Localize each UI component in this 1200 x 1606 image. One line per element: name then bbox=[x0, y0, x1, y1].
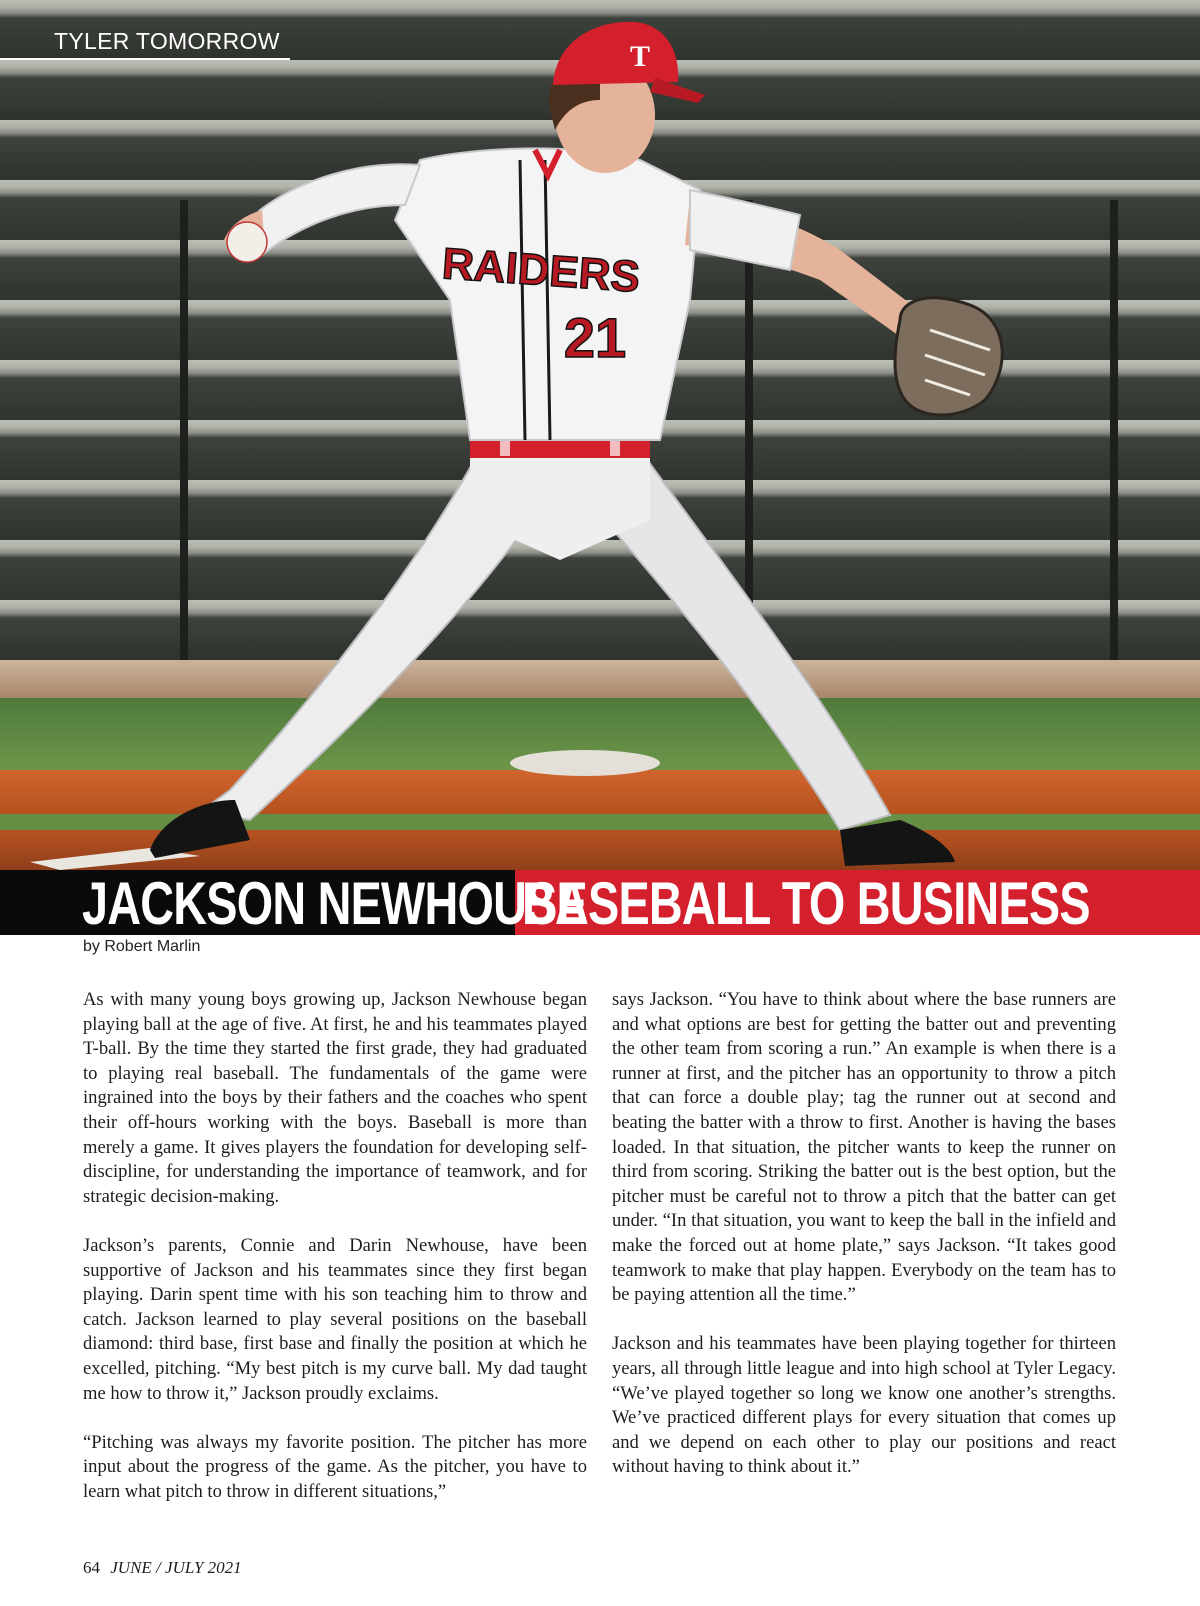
right-column bbox=[612, 988, 1116, 1504]
paragraph: Jackson and his teammates have been playing together for thirteen years, all through little league and into high school at Tyler Legacy. “We’ve played together so long we know one another’s strengths. We’ve practiced different plays for every situation that comes up and we depend on each other to play our positions and react without having to think about it.” bbox=[612, 1333, 1116, 1478]
section-rule bbox=[0, 58, 290, 60]
section-label: TYLER TOMORROW bbox=[54, 28, 280, 54]
page-footer bbox=[83, 1558, 242, 1578]
paragraph: As with many young boys growing up, Jackson Newhouse began playing ball at the age of five. At first, he and his teammates played T-ball. By the time they started the first grade, they had graduated to playing real baseball. The fundamentals of the game were ingrained into the boys by their fathers and the coaches who spent their off-hours working with the boys. Baseball is more than merely a game. It gives players the foundation for developing self-discipline, for understanding the importance of teamwork, and for strategic decision-making. bbox=[83, 989, 587, 1207]
issue-date: JUNE / JULY 2021 bbox=[110, 1558, 242, 1577]
article-title-name: JACKSON NEWHOUSE bbox=[82, 870, 587, 937]
byline: by Robert Marlin bbox=[83, 938, 201, 955]
paragraph: Jackson’s parents, Connie and Darin Newhouse, have been supportive of Jackson and his teammates since they first began playing. Darin spent time with his son teaching him to throw and catch. Jackson learned to play several positions on the baseball diamond: third base, first base and finally the position at which he excelled, pitching. “My best pitch is my curve ball. My dad taught me how to throw it,” Jackson proudly exclaims. bbox=[83, 1234, 587, 1404]
article-title-subtitle: BASEBALL TO BUSINESS bbox=[522, 870, 1090, 937]
jersey-number: 21 bbox=[563, 306, 627, 369]
cap-letter: T bbox=[629, 40, 651, 73]
title-banner bbox=[0, 870, 1200, 935]
jersey-text: RAIDERS bbox=[440, 239, 642, 302]
paragraph: says Jackson. “You have to think about where the base runners are and what options are best for getting the batter out and preventing the other team from scoring a run.” An example is when there is a runner at first, and the pitcher has an opportunity to throw a pitch that can force a double play; tag the runner out at second and beating the batter with a throw to first. Another is having the bases loaded. In that situation, the pitcher wants to keep the runner on third from scoring. Striking the batter out is the best option, but the pitcher must be careful not to throw a pitch that the batter can get under. “In that situation, you want to keep the ball in the infield and make the forced out at home plate,” says Jackson. “It takes good teamwork to make that play happen. Everybody on the team has to be paying attention all the time.” bbox=[612, 989, 1116, 1306]
left-column bbox=[83, 988, 587, 1529]
paragraph: “Pitching was always my favorite position. The pitcher has more input about the progress of the game. As the pitcher, you have to learn what pitch to throw in different situations,” bbox=[83, 1431, 587, 1502]
page-number: 64 bbox=[83, 1558, 100, 1577]
